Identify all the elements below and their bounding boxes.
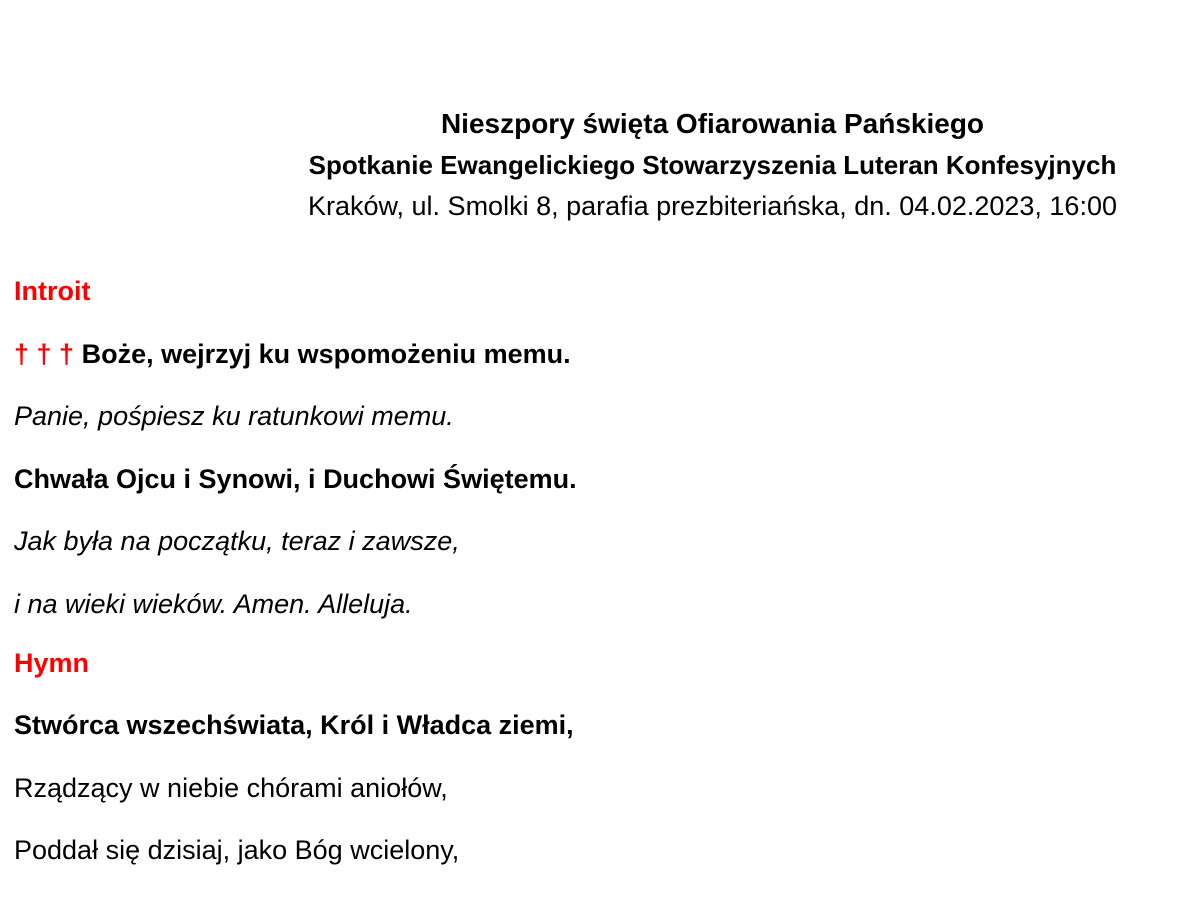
- document-header: [0, 108, 1185, 222]
- introit-line-1: [14, 339, 1185, 370]
- event-details: Kraków, ul. Smolki 8, parafia prezbiteriańska, dn. 04.02.2023, 16:00: [308, 191, 1117, 221]
- introit-response-3: i na wieki wieków. Amen. Alleluja.: [14, 588, 413, 619]
- page-subtitle: Spotkanie Ewangelickiego Stowarzyszenia Luteran Konfesyjnych: [308, 150, 1117, 180]
- cross-icon: † † †: [14, 338, 75, 369]
- introit-versicle: Boże, wejrzyj ku wspomożeniu memu.: [81, 338, 571, 369]
- section-heading-introit: Introit: [14, 276, 91, 306]
- hymn-line-2: Rządzący w niebie chórami aniołów,: [14, 772, 448, 803]
- section-heading-hymn: Hymn: [14, 647, 90, 678]
- hymn-line-3: Poddał się dzisiaj, jako Bóg wcielony,: [14, 835, 460, 865]
- liturgy-body: [14, 276, 1185, 898]
- introit-response-2: Jak była na początku, teraz i zawsze,: [14, 526, 460, 556]
- introit-gloria: Chwała Ojcu i Synowi, i Duchowi Świętemu.: [14, 463, 577, 494]
- page-title: Nieszpory święta Ofiarowania Pańskiego: [440, 108, 985, 139]
- hymn-line-1: Stwórca wszechświata, Król i Władca ziemi,: [14, 710, 574, 740]
- introit-response: Panie, pośpiesz ku ratunkowi memu.: [14, 401, 454, 431]
